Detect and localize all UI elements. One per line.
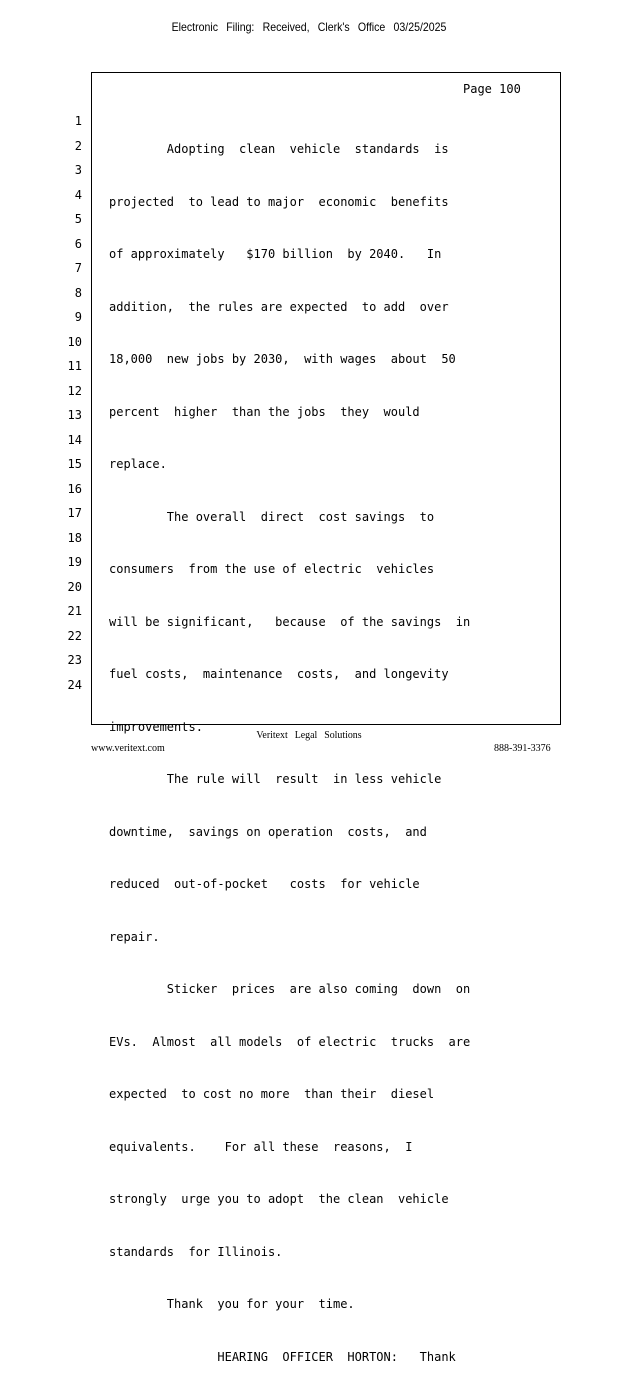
- footer-company: Veritext Legal Solutions: [256, 729, 362, 741]
- line-number: 3: [74, 163, 82, 177]
- line-number: 22: [67, 628, 82, 643]
- line-number: 15: [67, 457, 82, 471]
- transcript-line: projected to lead to major economic benefits: [109, 194, 449, 209]
- line-number: 20: [67, 579, 82, 594]
- line-number: 11: [67, 359, 82, 373]
- line-number: 8: [74, 285, 82, 300]
- line-number: 23: [67, 653, 82, 667]
- transcript-line: strongly urge you to adopt the clean vehicle: [109, 1192, 449, 1206]
- transcript-line: consumers from the use of electric vehicles: [109, 562, 435, 576]
- transcript-line: reduced out-of-pocket costs for vehicle: [109, 877, 420, 891]
- transcript-line: fuel costs, maintenance costs, and longevity: [109, 667, 449, 681]
- line-number: 9: [74, 310, 82, 324]
- line-number: 19: [67, 555, 82, 569]
- line-number: 10: [67, 334, 82, 349]
- line-number: 7: [74, 261, 82, 275]
- transcript-text: [109, 114, 539, 1388]
- transcript-line: Sticker prices are also coming down on: [109, 982, 471, 996]
- transcript-line: improvements.: [109, 719, 203, 734]
- transcript-line: The overall direct cost savings to: [109, 509, 435, 524]
- transcript-line: expected to cost no more than their diesel: [109, 1087, 435, 1101]
- line-number: 1: [74, 114, 82, 128]
- line-number: 18: [67, 530, 82, 545]
- transcript-line: of approximately $170 billion by 2040. In: [109, 247, 442, 261]
- transcript-line: The rule will result in less vehicle: [109, 772, 442, 786]
- line-number: 4: [74, 187, 82, 202]
- line-number: 5: [74, 212, 82, 226]
- line-number: 2: [74, 138, 82, 153]
- line-number: 12: [67, 383, 82, 398]
- transcript-line: will be significant, because of the savings in: [109, 614, 471, 629]
- transcript-line: downtime, savings on operation costs, and: [109, 824, 427, 839]
- line-number: 6: [74, 236, 82, 251]
- transcript-line: addition, the rules are expected to add over: [109, 299, 449, 314]
- transcript-line: EVs. Almost all models of electric trucks are: [109, 1034, 471, 1049]
- line-number-column: [60, 114, 82, 702]
- transcript-line: standards for Illinois.: [109, 1244, 283, 1259]
- transcript-line: Thank you for your time.: [109, 1297, 355, 1311]
- transcript-line: HEARING OFFICER HORTON: Thank: [109, 1349, 456, 1364]
- line-number: 24: [67, 677, 82, 692]
- footer-website: www.veritext.com: [91, 743, 165, 754]
- transcript-line: Adopting clean vehicle standards is: [109, 142, 449, 156]
- line-number: 13: [67, 408, 82, 422]
- transcript-line: 18,000 new jobs by 2030, with wages about 50: [109, 352, 456, 366]
- page-number: Page 100: [463, 82, 521, 96]
- transcript-line: equivalents. For all these reasons, I: [109, 1139, 413, 1154]
- transcript-line: percent higher than the jobs they would: [109, 404, 420, 419]
- line-number: 21: [67, 604, 82, 618]
- footer-phone: 888-391-3376: [494, 743, 551, 754]
- transcript-line: replace.: [109, 457, 167, 471]
- filing-header: Electronic Filing: Received, Clerk's Office 03/25/2025: [171, 20, 447, 34]
- line-number: 16: [67, 481, 82, 496]
- line-number: 14: [67, 432, 82, 447]
- transcript-line: repair.: [109, 929, 160, 944]
- line-number: 17: [67, 506, 82, 520]
